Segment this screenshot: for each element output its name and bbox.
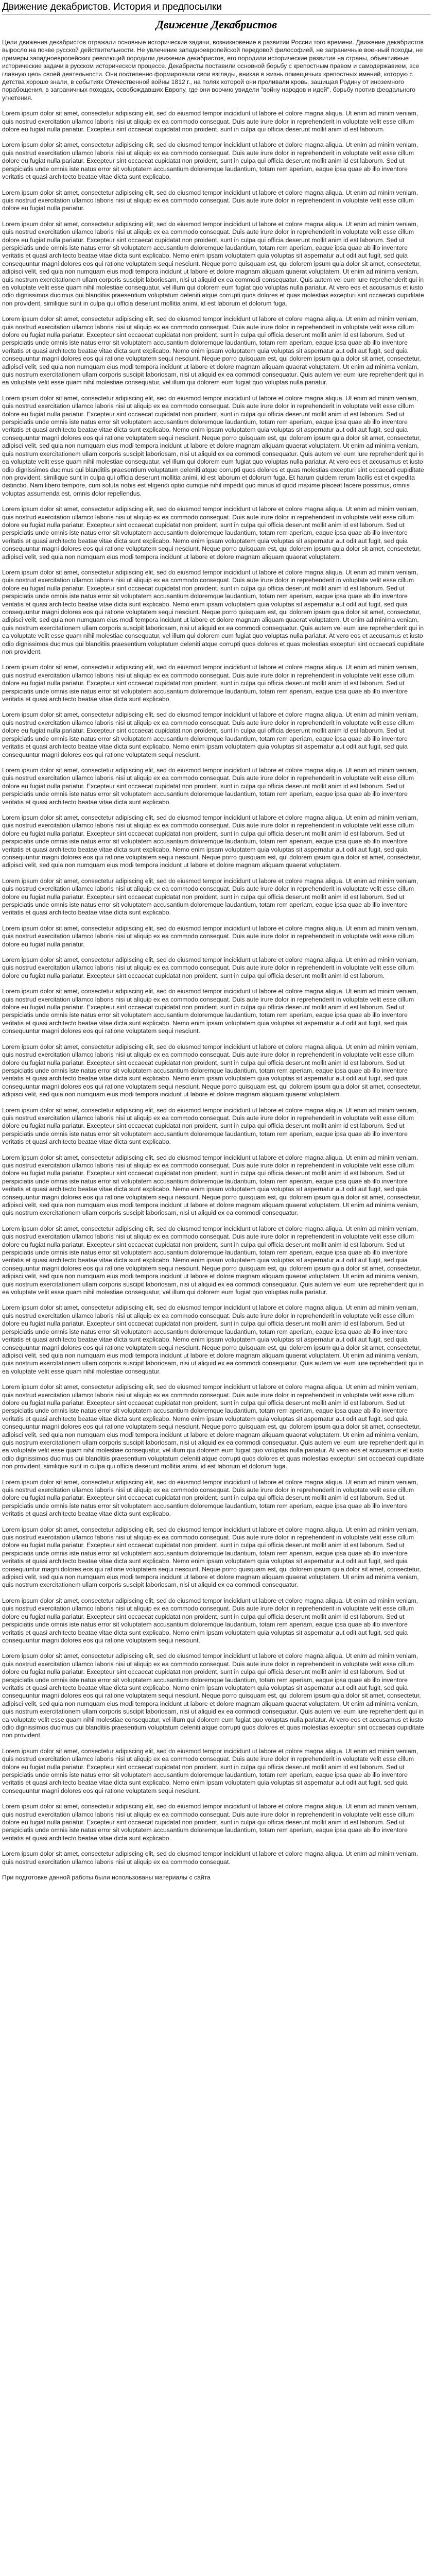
paragraph: Lorem ipsum dolor sit amet, consectetur adipiscing elit, sed do eiusmod tempor incididunt ut labore et dolore magna aliqua. Ut enim ad minim veniam, quis nostrud exercitation ullamco laboris nisi ut aliquip ex ea commodo consequat. Duis aute irure dolor in reprehenderit in voluptate velit esse cillum dolore eu fugiat nulla pariatur. Excepteur sint occaecat cupidatat non proident, sunt in culpa qui officia deserunt mollit anim id est laborum. Sed ut perspiciatis unde omnis iste natus error sit voluptatem accusantium doloremque laudantium, totam rem aperiam, eaque ipsa quae ab illo inventore veritatis et quasi architecto beatae vitae dicta sunt explicabo.	[2, 141, 418, 181]
paragraph: Lorem ipsum dolor sit amet, consectetur adipiscing elit, sed do eiusmod tempor incididunt ut labore et dolore magna aliqua. Ut enim ad minim veniam, quis nostrud exercitation ullamco laboris nisi ut aliquip ex ea commodo consequat. Duis aute irure dolor in reprehenderit in voluptate velit esse cillum dolore eu fugiat nulla pariatur. Excepteur sint occaecat cupidatat non proident, sunt in culpa qui officia deserunt mollit anim id est laborum. Sed ut perspiciatis unde omnis iste natus error sit voluptatem accusantium doloremque laudantium, totam rem aperiam, eaque ipsa quae ab illo inventore veritatis et quasi architecto beatae vitae dicta sunt explicabo. Nemo enim ipsam voluptatem quia voluptas sit aspernatur aut odit aut fugit, sed quia consequuntur magni dolores eos qui ratione voluptatem sequi nesciunt.	[2, 711, 418, 758]
paragraph: Lorem ipsum dolor sit amet, consectetur adipiscing elit, sed do eiusmod tempor incididunt ut labore et dolore magna aliqua. Ut enim ad minim veniam, quis nostrud exercitation ullamco laboris nisi ut aliquip ex ea commodo consequat. Duis aute irure dolor in reprehenderit in voluptate velit esse cillum dolore eu fugiat nulla pariatur. Excepteur sint occaecat cupidatat non proident, sunt in culpa qui officia deserunt mollit anim id est laborum. Sed ut perspiciatis unde omnis iste natus error sit voluptatem accusantium doloremque laudantium, totam rem aperiam, eaque ipsa quae ab illo inventore veritatis et quasi architecto beatae vitae dicta sunt explicabo. Nemo enim ipsam voluptatem quia voluptas sit aspernatur aut odit aut fugit, sed quia consequuntur magni dolores eos qui ratione voluptatem sequi nesciunt. Neque porro quisquam est, qui dolorem ipsum quia dolor sit amet, consectetur, adipisci velit, sed quia non numquam eius modi tempora incidunt ut labore et dolore magnam aliquam quaerat voluptatem. Ut enim ad minima veniam, quis nostrum exercitationem ullam corporis suscipit laboriosam, nisi ut aliquid ex ea commodi consequatur. Quis autem vel eum iure reprehenderit qui in ea voluptate velit esse quam nihil molestiae consequatur, vel illum qui dolorem eum fugiat quo voluptas nulla pariatur.	[2, 315, 424, 386]
document-title: Движение Декабристов	[155, 18, 277, 31]
paragraph: Lorem ipsum dolor sit amet, consectetur adipiscing elit, sed do eiusmod tempor incididunt ut labore et dolore magna aliqua. Ut enim ad minim veniam, quis nostrud exercitation ullamco laboris nisi ut aliquip ex ea commodo consequat. Duis aute irure dolor in reprehenderit in voluptate velit esse cillum dolore eu fugiat nulla pariatur. Excepteur sint occaecat cupidatat non proident, sunt in culpa qui officia deserunt mollit anim id est laborum. Sed ut perspiciatis unde omnis iste natus error sit voluptatem accusantium doloremque laudantium, totam rem aperiam, eaque ipsa quae ab illo inventore veritatis et quasi architecto beatae vitae dicta sunt explicabo. Nemo enim ipsam voluptatem quia voluptas sit aspernatur aut odit aut fugit, sed quia consequuntur magni dolores eos qui ratione voluptatem sequi nesciunt. Neque porro quisquam est, qui dolorem ipsum quia dolor sit amet, consectetur, adipisci velit, sed quia non numquam eius modi tempora incidunt ut labore et dolore magnam aliquam quaerat voluptatem. Ut enim ad minima veniam, quis nostrum exercitationem ullam corporis suscipit laboriosam, nisi ut aliquid ex ea commodi consequatur. Quis autem vel eum iure reprehenderit qui in ea voluptate velit esse quam nihil molestiae consequatur.	[2, 1304, 424, 1375]
paragraph: Lorem ipsum dolor sit amet, consectetur adipiscing elit, sed do eiusmod tempor incididunt ut labore et dolore magna aliqua. Ut enim ad minim veniam, quis nostrud exercitation ullamco laboris nisi ut aliquip ex ea commodo consequat. Duis aute irure dolor in reprehenderit in voluptate velit esse cillum dolore eu fugiat nulla pariatur. Excepteur sint occaecat cupidatat non proident, sunt in culpa qui officia deserunt mollit anim id est laborum. Sed ut perspiciatis unde omnis iste natus error sit voluptatem accusantium doloremque laudantium, totam rem aperiam, eaque ipsa quae ab illo inventore veritatis et quasi architecto beatae vitae dicta sunt explicabo.	[2, 664, 418, 703]
paragraph: Lorem ipsum dolor sit amet, consectetur adipiscing elit, sed do eiusmod tempor incididunt ut labore et dolore magna aliqua. Ut enim ad minim veniam, quis nostrud exercitation ullamco laboris nisi ut aliquip ex ea commodo consequat. Duis aute irure dolor in reprehenderit in voluptate velit esse cillum dolore eu fugiat nulla pariatur.	[2, 924, 418, 948]
paragraph: Lorem ipsum dolor sit amet, consectetur adipiscing elit, sed do eiusmod tempor incididunt ut labore et dolore magna aliqua. Ut enim ad minim veniam, quis nostrud exercitation ullamco laboris nisi ut aliquip ex ea commodo consequat. Duis aute irure dolor in reprehenderit in voluptate velit esse cillum dolore eu fugiat nulla pariatur. Excepteur sint occaecat cupidatat non proident, sunt in culpa qui officia deserunt mollit anim id est laborum. Sed ut perspiciatis unde omnis iste natus error sit voluptatem accusantium doloremque laudantium, totam rem aperiam, eaque ipsa quae ab illo inventore veritatis et quasi architecto beatae vitae dicta sunt explicabo.	[2, 766, 418, 806]
document-body	[2, 39, 431, 1866]
paragraph: Lorem ipsum dolor sit amet, consectetur adipiscing elit, sed do eiusmod tempor incididunt ut labore et dolore magna aliqua. Ut enim ad minim veniam, quis nostrud exercitation ullamco laboris nisi ut aliquip ex ea commodo consequat. Duis aute irure dolor in reprehenderit in voluptate velit esse cillum dolore eu fugiat nulla pariatur. Excepteur sint occaecat cupidatat non proident, sunt in culpa qui officia deserunt mollit anim id est laborum. Sed ut perspiciatis unde omnis iste natus error sit voluptatem accusantium doloremque laudantium, totam rem aperiam, eaque ipsa quae ab illo inventore veritatis et quasi architecto beatae vitae dicta sunt explicabo.	[2, 1106, 418, 1146]
paragraph: Lorem ipsum dolor sit amet, consectetur adipiscing elit, sed do eiusmod tempor incididunt ut labore et dolore magna aliqua. Ut enim ad minim veniam, quis nostrud exercitation ullamco laboris nisi ut aliquip ex ea commodo consequat. Duis aute irure dolor in reprehenderit in voluptate velit esse cillum dolore eu fugiat nulla pariatur. Excepteur sint occaecat cupidatat non proident, sunt in culpa qui officia deserunt mollit anim id est laborum. Sed ut perspiciatis unde omnis iste natus error sit voluptatem accusantium doloremque laudantium, totam rem aperiam, eaque ipsa quae ab illo inventore veritatis et quasi architecto beatae vitae dicta sunt explicabo. Nemo enim ipsam voluptatem quia voluptas sit aspernatur aut odit aut fugit, sed quia consequuntur magni dolores eos qui ratione voluptatem sequi nesciunt. Neque porro quisquam est, qui dolorem ipsum quia dolor sit amet, consectetur, adipisci velit, sed quia non numquam eius modi tempora incidunt ut labore et dolore magnam aliquam quaerat voluptatem. Ut enim ad minima veniam, quis nostrum exercitationem ullam corporis suscipit laboriosam, nisi ut aliquid ex ea commodi consequatur. Quis autem vel eum iure reprehenderit qui in ea voluptate velit esse quam nihil molestiae consequatur, vel illum qui dolorem eum fugiat quo voluptas nulla pariatur. At vero eos et accusamus et iusto odio dignissimos ducimus qui blanditiis praesentium voluptatum deleniti atque corrupti quos dolores et quas molestias excepturi sint occaecati cupiditate non provident, similique sunt in culpa qui officia deserunt mollitia animi, id est laborum et dolorum fuga.	[2, 1383, 424, 1470]
paragraph: Lorem ipsum dolor sit amet, consectetur adipiscing elit, sed do eiusmod tempor incididunt ut labore et dolore magna aliqua. Ut enim ad minim veniam, quis nostrud exercitation ullamco laboris nisi ut aliquip ex ea commodo consequat. Duis aute irure dolor in reprehenderit in voluptate velit esse cillum dolore eu fugiat nulla pariatur. Excepteur sint occaecat cupidatat non proident, sunt in culpa qui officia deserunt mollit anim id est laborum. Sed ut perspiciatis unde omnis iste natus error sit voluptatem accusantium doloremque laudantium, totam rem aperiam, eaque ipsa quae ab illo inventore veritatis et quasi architecto beatae vitae dicta sunt explicabo. Nemo enim ipsam voluptatem quia voluptas sit aspernatur aut odit aut fugit, sed quia consequuntur magni dolores eos qui ratione voluptatem sequi nesciunt. Neque porro quisquam est, qui dolorem ipsum quia dolor sit amet, consectetur, adipisci velit, sed quia non numquam eius modi tempora incidunt ut labore et dolore magnam aliquam quaerat voluptatem.	[2, 505, 421, 561]
paragraph: Lorem ipsum dolor sit amet, consectetur adipiscing elit, sed do eiusmod tempor incididunt ut labore et dolore magna aliqua. Ut enim ad minim veniam, quis nostrud exercitation ullamco laboris nisi ut aliquip ex ea commodo consequat. Duis aute irure dolor in reprehenderit in voluptate velit esse cillum dolore eu fugiat nulla pariatur.	[2, 189, 418, 212]
paragraph: Lorem ipsum dolor sit amet, consectetur adipiscing elit, sed do eiusmod tempor incididunt ut labore et dolore magna aliqua. Ut enim ad minim veniam, quis nostrud exercitation ullamco laboris nisi ut aliquip ex ea commodo consequat. Duis aute irure dolor in reprehenderit in voluptate velit esse cillum dolore eu fugiat nulla pariatur. Excepteur sint occaecat cupidatat non proident, sunt in culpa qui officia deserunt mollit anim id est laborum. Sed ut perspiciatis unde omnis iste natus error sit voluptatem accusantium doloremque laudantium, totam rem aperiam, eaque ipsa quae ab illo inventore veritatis et quasi architecto beatae vitae dicta sunt explicabo. Nemo enim ipsam voluptatem quia voluptas sit aspernatur aut odit aut fugit, sed quia consequuntur magni dolores eos qui ratione voluptatem sequi nesciunt. Neque porro quisquam est, qui dolorem ipsum quia dolor sit amet, consectetur, adipisci velit, sed quia non numquam eius modi tempora incidunt ut labore et dolore magnam aliquam quaerat voluptatem. Ut enim ad minima veniam, quis nostrum exercitationem ullam corporis suscipit laboriosam, nisi ut aliquid ex ea commodi consequatur.	[2, 1154, 421, 1217]
paragraph: Lorem ipsum dolor sit amet, consectetur adipiscing elit, sed do eiusmod tempor incididunt ut labore et dolore magna aliqua. Ut enim ad minim veniam, quis nostrud exercitation ullamco laboris nisi ut aliquip ex ea commodo consequat. Duis aute irure dolor in reprehenderit in voluptate velit esse cillum dolore eu fugiat nulla pariatur. Excepteur sint occaecat cupidatat non proident, sunt in culpa qui officia deserunt mollit anim id est laborum. Sed ut perspiciatis unde omnis iste natus error sit voluptatem accusantium doloremque laudantium, totam rem aperiam, eaque ipsa quae ab illo inventore veritatis et quasi architecto beatae vitae dicta sunt explicabo.	[2, 1478, 418, 1518]
paragraph: Lorem ipsum dolor sit amet, consectetur adipiscing elit, sed do eiusmod tempor incididunt ut labore et dolore magna aliqua. Ut enim ad minim veniam, quis nostrud exercitation ullamco laboris nisi ut aliquip ex ea commodo consequat. Duis aute irure dolor in reprehenderit in voluptate velit esse cillum dolore eu fugiat nulla pariatur. Excepteur sint occaecat cupidatat non proident, sunt in culpa qui officia deserunt mollit anim id est laborum. Sed ut perspiciatis unde omnis iste natus error sit voluptatem accusantium doloremque laudantium, totam rem aperiam, eaque ipsa quae ab illo inventore veritatis et quasi architecto beatae vitae dicta sunt explicabo.	[2, 1803, 418, 1842]
paragraph: Lorem ipsum dolor sit amet, consectetur adipiscing elit, sed do eiusmod tempor incididunt ut labore et dolore magna aliqua. Ut enim ad minim veniam, quis nostrud exercitation ullamco laboris nisi ut aliquip ex ea commodo consequat. Duis aute irure dolor in reprehenderit in voluptate velit esse cillum dolore eu fugiat nulla pariatur. Excepteur sint occaecat cupidatat non proident, sunt in culpa qui officia deserunt mollit anim id est laborum. Sed ut perspiciatis unde omnis iste natus error sit voluptatem accusantium doloremque laudantium, totam rem aperiam, eaque ipsa quae ab illo inventore veritatis et quasi architecto beatae vitae dicta sunt explicabo. Nemo enim ipsam voluptatem quia voluptas sit aspernatur aut odit aut fugit, sed quia consequuntur magni dolores eos qui ratione voluptatem sequi nesciunt.	[2, 988, 418, 1035]
page-header: Движение декабристов. История и предпосылки	[2, 0, 431, 15]
paragraph: Lorem ipsum dolor sit amet, consectetur adipiscing elit, sed do eiusmod tempor incididunt ut labore et dolore magna aliqua. Ut enim ad minim veniam, quis nostrud exercitation ullamco laboris nisi ut aliquip ex ea commodo consequat. Duis aute irure dolor in reprehenderit in voluptate velit esse cillum dolore eu fugiat nulla pariatur. Excepteur sint occaecat cupidatat non proident, sunt in culpa qui officia deserunt mollit anim id est laborum.	[2, 110, 418, 133]
paragraph: Lorem ipsum dolor sit amet, consectetur adipiscing elit, sed do eiusmod tempor incididunt ut labore et dolore magna aliqua. Ut enim ad minim veniam, quis nostrud exercitation ullamco laboris nisi ut aliquip ex ea commodo consequat. Duis aute irure dolor in reprehenderit in voluptate velit esse cillum dolore eu fugiat nulla pariatur. Excepteur sint occaecat cupidatat non proident, sunt in culpa qui officia deserunt mollit anim id est laborum. Sed ut perspiciatis unde omnis iste natus error sit voluptatem accusantium doloremque laudantium, totam rem aperiam, eaque ipsa quae ab illo inventore veritatis et quasi architecto beatae vitae dicta sunt explicabo.	[2, 877, 418, 917]
paragraph: Lorem ipsum dolor sit amet, consectetur adipiscing elit, sed do eiusmod tempor incididunt ut labore et dolore magna aliqua. Ut enim ad minim veniam, quis nostrud exercitation ullamco laboris nisi ut aliquip ex ea commodo consequat. Duis aute irure dolor in reprehenderit in voluptate velit esse cillum dolore eu fugiat nulla pariatur. Excepteur sint occaecat cupidatat non proident, sunt in culpa qui officia deserunt mollit anim id est laborum. Sed ut perspiciatis unde omnis iste natus error sit voluptatem accusantium doloremque laudantium, totam rem aperiam, eaque ipsa quae ab illo inventore veritatis et quasi architecto beatae vitae dicta sunt explicabo. Nemo enim ipsam voluptatem quia voluptas sit aspernatur aut odit aut fugit, sed quia consequuntur magni dolores eos qui ratione voluptatem sequi nesciunt. Neque porro quisquam est, qui dolorem ipsum quia dolor sit amet, consectetur, adipisci velit, sed quia non numquam eius modi tempora incidunt ut labore et dolore magnam aliquam quaerat voluptatem. Ut enim ad minima veniam, quis nostrum exercitationem ullam corporis suscipit laboriosam, nisi ut aliquid ex ea commodi consequatur. Quis autem vel eum iure reprehenderit qui in ea voluptate velit esse quam nihil molestiae consequatur, vel illum qui dolorem eum fugiat quo voluptas nulla pariatur. At vero eos et accusamus et iusto odio dignissimos ducimus qui blanditiis praesentium voluptatum deleniti atque corrupti quos dolores et quas molestias excepturi sint occaecati cupiditate non provident.	[2, 568, 424, 656]
paragraph: Lorem ipsum dolor sit amet, consectetur adipiscing elit, sed do eiusmod tempor incididunt ut labore et dolore magna aliqua. Ut enim ad minim veniam, quis nostrud exercitation ullamco laboris nisi ut aliquip ex ea commodo consequat. Duis aute irure dolor in reprehenderit in voluptate velit esse cillum dolore eu fugiat nulla pariatur. Excepteur sint occaecat cupidatat non proident, sunt in culpa qui officia deserunt mollit anim id est laborum. Sed ut perspiciatis unde omnis iste natus error sit voluptatem accusantium doloremque laudantium, totam rem aperiam, eaque ipsa quae ab illo inventore veritatis et quasi architecto beatae vitae dicta sunt explicabo. Nemo enim ipsam voluptatem quia voluptas sit aspernatur aut odit aut fugit, sed quia consequuntur magni dolores eos qui ratione voluptatem sequi nesciunt.	[2, 1597, 418, 1644]
paragraph: Lorem ipsum dolor sit amet, consectetur adipiscing elit, sed do eiusmod tempor incididunt ut labore et dolore magna aliqua. Ut enim ad minim veniam, quis nostrud exercitation ullamco laboris nisi ut aliquip ex ea commodo consequat. Duis aute irure dolor in reprehenderit in voluptate velit esse cillum dolore eu fugiat nulla pariatur. Excepteur sint occaecat cupidatat non proident, sunt in culpa qui officia deserunt mollit anim id est laborum. Sed ut perspiciatis unde omnis iste natus error sit voluptatem accusantium doloremque laudantium, totam rem aperiam, eaque ipsa quae ab illo inventore veritatis et quasi architecto beatae vitae dicta sunt explicabo. Nemo enim ipsam voluptatem quia voluptas sit aspernatur aut odit aut fugit, sed quia consequuntur magni dolores eos qui ratione voluptatem sequi nesciunt. Neque porro quisquam est, qui dolorem ipsum quia dolor sit amet, consectetur, adipisci velit, sed quia non numquam eius modi tempora incidunt ut labore et dolore magnam aliquam quaerat voluptatem. Ut enim ad minima veniam, quis nostrum exercitationem ullam corporis suscipit laboriosam, nisi ut aliquid ex ea commodi consequatur. Quis autem vel eum iure reprehenderit qui in ea voluptate velit esse quam nihil molestiae consequatur, vel illum qui dolorem eum fugiat quo voluptas nulla pariatur. At vero eos et accusamus et iusto odio dignissimos ducimus qui blanditiis praesentium voluptatum deleniti atque corrupti quos dolores et quas molestias excepturi sint occaecati cupiditate non provident, similique sunt in culpa qui officia deserunt mollitia animi, id est laborum et dolorum fuga. Et harum quidem rerum facilis est et expedita distinctio. Nam libero tempore, cum soluta nobis est eligendi optio cumque nihil impedit quo minus id quod maxime placeat facere possimus, omnis voluptas assumenda est, omnis dolor repellendus.	[2, 394, 424, 497]
paragraph: Lorem ipsum dolor sit amet, consectetur adipiscing elit, sed do eiusmod tempor incididunt ut labore et dolore magna aliqua. Ut enim ad minim veniam, quis nostrud exercitation ullamco laboris nisi ut aliquip ex ea commodo consequat. Duis aute irure dolor in reprehenderit in voluptate velit esse cillum dolore eu fugiat nulla pariatur. Excepteur sint occaecat cupidatat non proident, sunt in culpa qui officia deserunt mollit anim id est laborum. Sed ut perspiciatis unde omnis iste natus error sit voluptatem accusantium doloremque laudantium, totam rem aperiam, eaque ipsa quae ab illo inventore veritatis et quasi architecto beatae vitae dicta sunt explicabo. Nemo enim ipsam voluptatem quia voluptas sit aspernatur aut odit aut fugit, sed quia consequuntur magni dolores eos qui ratione voluptatem sequi nesciunt. Neque porro quisquam est, qui dolorem ipsum quia dolor sit amet, consectetur, adipisci velit, sed quia non numquam eius modi tempora incidunt ut labore et dolore magnam aliquam quaerat voluptatem. Ut enim ad minima veniam, quis nostrum exercitationem ullam corporis suscipit laboriosam, nisi ut aliquid ex ea commodi consequatur. Quis autem vel eum iure reprehenderit qui in ea voluptate velit esse quam nihil molestiae consequatur, vel illum qui dolorem eum fugiat quo voluptas nulla pariatur. At vero eos et accusamus et iusto odio dignissimos ducimus qui blanditiis praesentium voluptatum deleniti atque corrupti quos dolores et quas molestias excepturi sint occaecati cupiditate non provident, similique sunt in culpa qui officia deserunt mollitia animi, id est laborum et dolorum fuga.	[2, 220, 424, 307]
paragraph: Lorem ipsum dolor sit amet, consectetur adipiscing elit, sed do eiusmod tempor incididunt ut labore et dolore magna aliqua. Ut enim ad minim veniam, quis nostrud exercitation ullamco laboris nisi ut aliquip ex ea commodo consequat. Duis aute irure dolor in reprehenderit in voluptate velit esse cillum dolore eu fugiat nulla pariatur. Excepteur sint occaecat cupidatat non proident, sunt in culpa qui officia deserunt mollit anim id est laborum. Sed ut perspiciatis unde omnis iste natus error sit voluptatem accusantium doloremque laudantium, totam rem aperiam, eaque ipsa quae ab illo inventore veritatis et quasi architecto beatae vitae dicta sunt explicabo. Nemo enim ipsam voluptatem quia voluptas sit aspernatur aut odit aut fugit, sed quia consequuntur magni dolores eos qui ratione voluptatem sequi nesciunt.	[2, 1747, 418, 1794]
paragraph: Цели движения декабристов отражали основные исторические задачи, возникновение в развитии России того времени. Движение декабристов выросло на почве русской действительности. Не увлечение западноевропейской передовой философией, не заграничные военный походы, не примеры западноевропейских революций породили движение декабристов, его породили исторические развития на страны, объективные исторические задачи в русском историческом процессе. Декабристы поставили основной борьбу с крепостным правом и самодержавием, все главную цель своей деятельности. Они постепенно формировали свои взгляды, вникая в жизнь помещичьих крепостных имений, которую с детства хорошо знали, в событиях Отечественной войны 1812 г., на полях которой они проливали кровь, защищая Родину от иноземного порабощения, в заграничных походах, освобождавших Европу, где они воочию увидели "войну народов и идей", борьбу против феодального угнетения.	[2, 39, 424, 101]
paragraph: Lorem ipsum dolor sit amet, consectetur adipiscing elit, sed do eiusmod tempor incididunt ut labore et dolore magna aliqua. Ut enim ad minim veniam, quis nostrud exercitation ullamco laboris nisi ut aliquip ex ea commodo consequat. Duis aute irure dolor in reprehenderit in voluptate velit esse cillum dolore eu fugiat nulla pariatur. Excepteur sint occaecat cupidatat non proident, sunt in culpa qui officia deserunt mollit anim id est laborum. Sed ut perspiciatis unde omnis iste natus error sit voluptatem accusantium doloremque laudantium, totam rem aperiam, eaque ipsa quae ab illo inventore veritatis et quasi architecto beatae vitae dicta sunt explicabo. Nemo enim ipsam voluptatem quia voluptas sit aspernatur aut odit aut fugit, sed quia consequuntur magni dolores eos qui ratione voluptatem sequi nesciunt. Neque porro quisquam est, qui dolorem ipsum quia dolor sit amet, consectetur, adipisci velit, sed quia non numquam eius modi tempora incidunt ut labore et dolore magnam aliquam quaerat voluptatem. Ut enim ad minima veniam, quis nostrum exercitationem ullam corporis suscipit laboriosam, nisi ut aliquid ex ea commodi consequatur. Quis autem vel eum iure reprehenderit qui in ea voluptate velit esse quam nihil molestiae consequatur, vel illum qui dolorem eum fugiat quo voluptas nulla pariatur.	[2, 1225, 424, 1296]
source-note: При подготовке данной работы были использованы материалы с сайта	[2, 1874, 211, 1882]
paragraph: Lorem ipsum dolor sit amet, consectetur adipiscing elit, sed do eiusmod tempor incididunt ut labore et dolore magna aliqua. Ut enim ad minim veniam, quis nostrud exercitation ullamco laboris nisi ut aliquip ex ea commodo consequat. Duis aute irure dolor in reprehenderit in voluptate velit esse cillum dolore eu fugiat nulla pariatur. Excepteur sint occaecat cupidatat non proident, sunt in culpa qui officia deserunt mollit anim id est laborum.	[2, 956, 418, 979]
paragraph: Lorem ipsum dolor sit amet, consectetur adipiscing elit, sed do eiusmod tempor incididunt ut labore et dolore magna aliqua. Ut enim ad minim veniam, quis nostrud exercitation ullamco laboris nisi ut aliquip ex ea commodo consequat. Duis aute irure dolor in reprehenderit in voluptate velit esse cillum dolore eu fugiat nulla pariatur. Excepteur sint occaecat cupidatat non proident, sunt in culpa qui officia deserunt mollit anim id est laborum. Sed ut perspiciatis unde omnis iste natus error sit voluptatem accusantium doloremque laudantium, totam rem aperiam, eaque ipsa quae ab illo inventore veritatis et quasi architecto beatae vitae dicta sunt explicabo. Nemo enim ipsam voluptatem quia voluptas sit aspernatur aut odit aut fugit, sed quia consequuntur magni dolores eos qui ratione voluptatem sequi nesciunt. Neque porro quisquam est, qui dolorem ipsum quia dolor sit amet, consectetur, adipisci velit, sed quia non numquam eius modi tempora incidunt ut labore et dolore magnam aliquam quaerat voluptatem.	[2, 1043, 421, 1098]
paragraph: Lorem ipsum dolor sit amet, consectetur adipiscing elit, sed do eiusmod tempor incididunt ut labore et dolore magna aliqua. Ut enim ad minim veniam, quis nostrud exercitation ullamco laboris nisi ut aliquip ex ea commodo consequat. Duis aute irure dolor in reprehenderit in voluptate velit esse cillum dolore eu fugiat nulla pariatur. Excepteur sint occaecat cupidatat non proident, sunt in culpa qui officia deserunt mollit anim id est laborum. Sed ut perspiciatis unde omnis iste natus error sit voluptatem accusantium doloremque laudantium, totam rem aperiam, eaque ipsa quae ab illo inventore veritatis et quasi architecto beatae vitae dicta sunt explicabo. Nemo enim ipsam voluptatem quia voluptas sit aspernatur aut odit aut fugit, sed quia consequuntur magni dolores eos qui ratione voluptatem sequi nesciunt. Neque porro quisquam est, qui dolorem ipsum quia dolor sit amet, consectetur, adipisci velit, sed quia non numquam eius modi tempora incidunt ut labore et dolore magnam aliquam quaerat voluptatem. Ut enim ad minima veniam, quis nostrum exercitationem ullam corporis suscipit laboriosam, nisi ut aliquid ex ea commodi consequatur. Quis autem vel eum iure reprehenderit qui in ea voluptate velit esse quam nihil molestiae consequatur, vel illum qui dolorem eum fugiat quo voluptas nulla pariatur. At vero eos et accusamus et iusto odio dignissimos ducimus qui blanditiis praesentium voluptatum deleniti atque corrupti quos dolores et quas molestias excepturi sint occaecati cupiditate non provident.	[2, 1652, 424, 1739]
paragraph: Lorem ipsum dolor sit amet, consectetur adipiscing elit, sed do eiusmod tempor incididunt ut labore et dolore magna aliqua. Ut enim ad minim veniam, quis nostrud exercitation ullamco laboris nisi ut aliquip ex ea commodo consequat. Duis aute irure dolor in reprehenderit in voluptate velit esse cillum dolore eu fugiat nulla pariatur. Excepteur sint occaecat cupidatat non proident, sunt in culpa qui officia deserunt mollit anim id est laborum. Sed ut perspiciatis unde omnis iste natus error sit voluptatem accusantium doloremque laudantium, totam rem aperiam, eaque ipsa quae ab illo inventore veritatis et quasi architecto beatae vitae dicta sunt explicabo. Nemo enim ipsam voluptatem quia voluptas sit aspernatur aut odit aut fugit, sed quia consequuntur magni dolores eos qui ratione voluptatem sequi nesciunt. Neque porro quisquam est, qui dolorem ipsum quia dolor sit amet, consectetur, adipisci velit, sed quia non numquam eius modi tempora incidunt ut labore et dolore magnam aliquam quaerat voluptatem.	[2, 814, 421, 869]
paragraph: Lorem ipsum dolor sit amet, consectetur adipiscing elit, sed do eiusmod tempor incididunt ut labore et dolore magna aliqua. Ut enim ad minim veniam, quis nostrud exercitation ullamco laboris nisi ut aliquip ex ea commodo consequat. Duis aute irure dolor in reprehenderit in voluptate velit esse cillum dolore eu fugiat nulla pariatur. Excepteur sint occaecat cupidatat non proident, sunt in culpa qui officia deserunt mollit anim id est laborum. Sed ut perspiciatis unde omnis iste natus error sit voluptatem accusantium doloremque laudantium, totam rem aperiam, eaque ipsa quae ab illo inventore veritatis et quasi architecto beatae vitae dicta sunt explicabo. Nemo enim ipsam voluptatem quia voluptas sit aspernatur aut odit aut fugit, sed quia consequuntur magni dolores eos qui ratione voluptatem sequi nesciunt. Neque porro quisquam est, qui dolorem ipsum quia dolor sit amet, consectetur, adipisci velit, sed quia non numquam eius modi tempora incidunt ut labore et dolore magnam aliquam quaerat voluptatem. Ut enim ad minima veniam, quis nostrum exercitationem ullam corporis suscipit laboriosam, nisi ut aliquid ex ea commodi consequatur.	[2, 1526, 421, 1589]
paragraph: Lorem ipsum dolor sit amet, consectetur adipiscing elit, sed do eiusmod tempor incididunt ut labore et dolore magna aliqua. Ut enim ad minim veniam, quis nostrud exercitation ullamco laboris nisi ut aliquip ex ea commodo consequat.	[2, 1850, 418, 1866]
